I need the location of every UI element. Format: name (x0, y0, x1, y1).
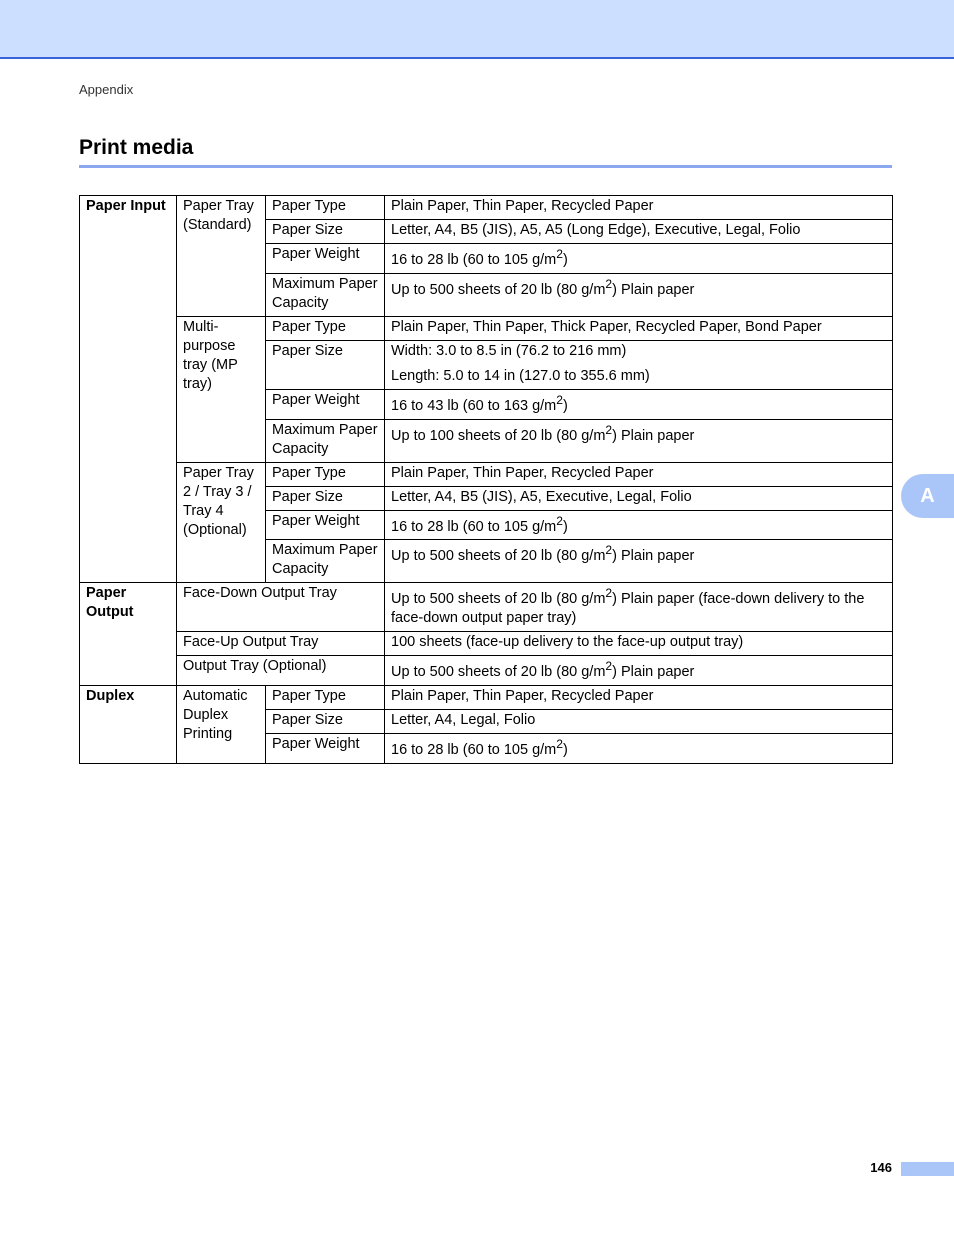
standard-weight-label: Paper Weight (266, 244, 385, 274)
mp-tray-label: Multi-purpose tray (MP tray) (177, 316, 266, 462)
standard-capacity-label: Maximum Paper Capacity (266, 273, 385, 316)
standard-size-label: Paper Size (266, 220, 385, 244)
standard-weight-value: 16 to 28 lb (60 to 105 $g/m^2$) (385, 244, 893, 274)
face-down-label: Face-Down Output Tray (177, 583, 385, 632)
standard-type-label: Paper Type (266, 196, 385, 220)
duplex-weight-value: 16 to 28 lb (60 to 105 $g/m^2$) (385, 734, 893, 764)
optional-size-value: Letter, A4, B5 (JIS), A5, Executive, Legal, Folio (385, 486, 893, 510)
optional-trays-label: Paper Tray 2 / Tray 3 / Tray 4 (Optional) (177, 462, 266, 583)
paper-output-label: Paper Output (80, 583, 177, 686)
mp-capacity-label: Maximum Paper Capacity (266, 419, 385, 462)
mp-size-value (385, 340, 893, 389)
optional-type-value: Plain Paper, Thin Paper, Recycled Paper (385, 462, 893, 486)
paper-input-label: Paper Input (80, 196, 177, 583)
table-row (80, 656, 893, 686)
optional-weight-label: Paper Weight (266, 510, 385, 540)
title-underline (79, 165, 892, 168)
standard-size-value: Letter, A4, B5 (JIS), A5, A5 (Long Edge), Executive, Legal, Folio (385, 220, 893, 244)
mp-size-length: Length: 5.0 to 14 in (127.0 to 355.6 mm) (391, 367, 650, 384)
page-title: Print media (79, 136, 194, 159)
optional-capacity-value: Up to 500 sheets of 20 lb (80 $g/m^2$) Plain paper (385, 540, 893, 583)
standard-tray-label: Paper Tray (Standard) (177, 196, 266, 317)
optional-size-label: Paper Size (266, 486, 385, 510)
duplex-type-value: Plain Paper, Thin Paper, Recycled Paper (385, 686, 893, 710)
page-number-bar (901, 1162, 954, 1176)
auto-duplex-label: Automatic Duplex Printing (177, 686, 266, 764)
mp-size-label: Paper Size (266, 340, 385, 389)
table-row (80, 196, 893, 220)
standard-type-value: Plain Paper, Thin Paper, Recycled Paper (385, 196, 893, 220)
optional-type-label: Paper Type (266, 462, 385, 486)
appendix-side-tab[interactable]: A (901, 474, 954, 518)
table-row (80, 583, 893, 632)
print-media-table (79, 195, 893, 764)
face-up-value: 100 sheets (face-up delivery to the face-up output tray) (385, 632, 893, 656)
mp-capacity-value: Up to 100 sheets of 20 lb (80 $g/m^2$) Plain paper (385, 419, 893, 462)
duplex-size-label: Paper Size (266, 710, 385, 734)
face-down-value: Up to 500 sheets of 20 lb (80 $g/m^2$) Plain paper (face-down delivery to the face-down output paper tray) (385, 583, 893, 632)
optional-weight-value: 16 to 28 lb (60 to 105 $g/m^2$) (385, 510, 893, 540)
table-row (80, 632, 893, 656)
output-optional-value: Up to 500 sheets of 20 lb (80 $g/m^2$) Plain paper (385, 656, 893, 686)
page-number: 146 (870, 1160, 892, 1175)
table-row (80, 316, 893, 340)
face-up-label: Face-Up Output Tray (177, 632, 385, 656)
optional-capacity-label: Maximum Paper Capacity (266, 540, 385, 583)
mp-weight-value: 16 to 43 lb (60 to 163 $g/m^2$) (385, 389, 893, 419)
duplex-label: Duplex (80, 686, 177, 764)
duplex-size-value: Letter, A4, Legal, Folio (385, 710, 893, 734)
mp-type-label: Paper Type (266, 316, 385, 340)
output-optional-label: Output Tray (Optional) (177, 656, 385, 686)
table-row (80, 462, 893, 486)
mp-weight-label: Paper Weight (266, 389, 385, 419)
mp-size-width: Width: 3.0 to 8.5 in (76.2 to 216 mm) (391, 342, 627, 359)
table-row (80, 686, 893, 710)
section-name: Appendix (79, 82, 134, 97)
duplex-weight-label: Paper Weight (266, 734, 385, 764)
mp-type-value: Plain Paper, Thin Paper, Thick Paper, Recycled Paper, Bond Paper (385, 316, 893, 340)
header-band (0, 0, 954, 59)
duplex-type-label: Paper Type (266, 686, 385, 710)
standard-capacity-value: Up to 500 sheets of 20 lb (80 $g/m^2$) Plain paper (385, 273, 893, 316)
